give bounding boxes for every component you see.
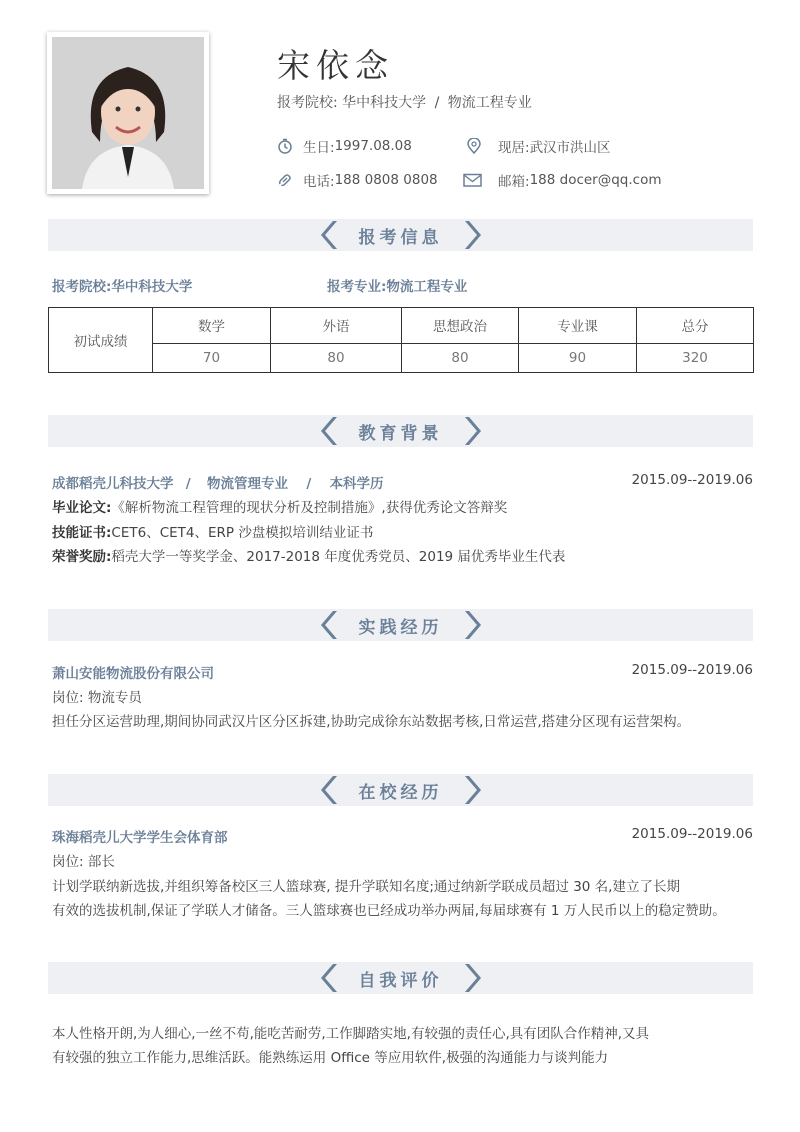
- apply-label: 报考院校:: [277, 95, 338, 111]
- apply-separator: /: [434, 95, 440, 111]
- score-header-major: 专业课: [519, 308, 637, 344]
- honor-label: 荣誉奖励:: [52, 549, 112, 565]
- campus-position-label: 岗位:: [52, 854, 84, 870]
- section-practice-header: [48, 609, 753, 641]
- apply-major-line: [327, 275, 467, 295]
- practice-description: 担任分区运营助理,期间协同武汉片区分区拆建,协助完成徐东站数据考核,日常运营,搭建分区现有运营架构。: [52, 714, 691, 730]
- campus-org: 珠海稻壳儿大学学生会体育部: [52, 830, 228, 846]
- chevron-left-icon: [321, 775, 339, 805]
- score-math: 70: [153, 343, 271, 372]
- location-value: 武汉市洪山区: [529, 140, 611, 156]
- mail-icon: [463, 172, 482, 188]
- profile-photo: [52, 37, 204, 189]
- score-total: 320: [637, 343, 754, 372]
- campus-position-line: [52, 850, 115, 870]
- self-evaluation-line: 本人性格开朗,为人细心,一丝不苟,能吃苦耐劳,工作脚踏实地,有较强的责任心,具有团队合作精神,又具: [52, 1026, 650, 1042]
- education-major: 物流管理专业: [207, 476, 289, 492]
- score-table: [48, 307, 754, 373]
- apply-school: 华中科技大学: [342, 95, 427, 111]
- practice-company: 萧山安能物流股份有限公司: [52, 666, 214, 682]
- campus-date: 2015.09--2019.06: [631, 826, 753, 842]
- score-header-total: 总分: [637, 308, 754, 344]
- apply-summary: [277, 92, 532, 112]
- chevron-left-icon: [321, 220, 339, 250]
- campus-position-value: 部长: [87, 854, 115, 870]
- chevron-right-icon: [463, 610, 481, 640]
- campus-description-line: 计划学联纳新选拔,并组织筹备校区三人篮球赛, 提升学联知名度;通过纳新学联成员超过 30 名,建立了长期: [52, 879, 680, 895]
- phone-info: [277, 170, 438, 190]
- education-title-line: [52, 472, 384, 492]
- education-degree: 本科学历: [329, 476, 384, 492]
- email-value: 188 docer@qq.com: [529, 172, 662, 188]
- chevron-right-icon: [463, 775, 481, 805]
- email-info: [463, 170, 662, 190]
- cert-line: [52, 521, 373, 541]
- apply-school-label: 报考院校:: [52, 279, 112, 295]
- honor-line: [52, 545, 565, 565]
- section-title: 教育背景: [358, 423, 443, 444]
- education-separator: /: [185, 476, 191, 492]
- section-title: 在校经历: [358, 782, 443, 803]
- location-info: [466, 136, 611, 156]
- score-row-label: 初试成绩: [49, 308, 153, 373]
- phone-icon: [277, 172, 293, 188]
- section-education-header: [48, 415, 753, 447]
- profile-photo-frame: [47, 32, 209, 194]
- practice-date: 2015.09--2019.06: [631, 662, 753, 678]
- chevron-right-icon: [463, 963, 481, 993]
- education-school: 成都稻壳儿科技大学: [52, 476, 174, 492]
- phone-value: 188 0808 0808: [334, 172, 438, 188]
- education-date: 2015.09--2019.06: [631, 472, 753, 488]
- location-label: 现居:: [498, 140, 530, 156]
- thesis-label: 毕业论文:: [52, 500, 112, 516]
- score-header-politics: 思想政治: [402, 308, 519, 344]
- section-title: 报考信息: [358, 227, 443, 248]
- cert-label: 技能证书:: [52, 525, 112, 541]
- practice-position-line: [52, 686, 142, 706]
- practice-position-label: 岗位:: [52, 690, 84, 706]
- score-politics: 80: [402, 343, 519, 372]
- chevron-right-icon: [463, 220, 481, 250]
- birthday-value: 1997.08.08: [334, 138, 412, 154]
- cert-value: CET6、CET4、ERP 沙盘模拟培训结业证书: [111, 525, 374, 541]
- apply-major-label: 报考专业:: [327, 279, 387, 295]
- practice-position-value: 物流专员: [87, 690, 142, 706]
- apply-school-value: 华中科技大学: [111, 279, 193, 295]
- apply-major: 物流工程专业: [447, 95, 532, 111]
- clock-icon: [277, 138, 293, 154]
- email-label: 邮箱:: [498, 174, 530, 190]
- self-evaluation-line: 有较强的独立工作能力,思维活跃。能熟练运用 Office 等应用软件,极强的沟通能力与谈判能力: [52, 1050, 609, 1066]
- score-major: 90: [519, 343, 637, 372]
- chevron-left-icon: [321, 963, 339, 993]
- score-language: 80: [271, 343, 402, 372]
- location-pin-icon: [466, 138, 482, 154]
- thesis-value: 《解析物流工程管理的现状分析及控制措施》,获得优秀论文答辩奖: [111, 500, 508, 516]
- chevron-left-icon: [321, 416, 339, 446]
- campus-description-line: 有效的选拔机制,保证了学联人才储备。三人篮球赛也已经成功举办两届,每届球赛有 1 万人民币以上的稳定赞助。: [52, 903, 726, 919]
- apply-school-line: [52, 275, 192, 295]
- phone-label: 电话:: [303, 174, 335, 190]
- section-title: 实践经历: [358, 617, 443, 638]
- candidate-name: 宋依念: [277, 46, 394, 85]
- birthday-label: 生日:: [303, 140, 335, 156]
- score-header-math: 数学: [153, 308, 271, 344]
- honor-value: 稻壳大学一等奖学金、2017-2018 年度优秀党员、2019 届优秀毕业生代表: [111, 549, 566, 565]
- score-header-language: 外语: [271, 308, 402, 344]
- section-title: 自我评价: [358, 970, 443, 991]
- thesis-line: [52, 496, 507, 516]
- section-campus-header: [48, 774, 753, 806]
- education-separator: /: [306, 476, 312, 492]
- section-self-header: [48, 962, 753, 994]
- birthday-info: [277, 136, 412, 156]
- chevron-right-icon: [463, 416, 481, 446]
- apply-major-value: 物流工程专业: [386, 279, 468, 295]
- chevron-left-icon: [321, 610, 339, 640]
- section-apply-header: [48, 219, 753, 251]
